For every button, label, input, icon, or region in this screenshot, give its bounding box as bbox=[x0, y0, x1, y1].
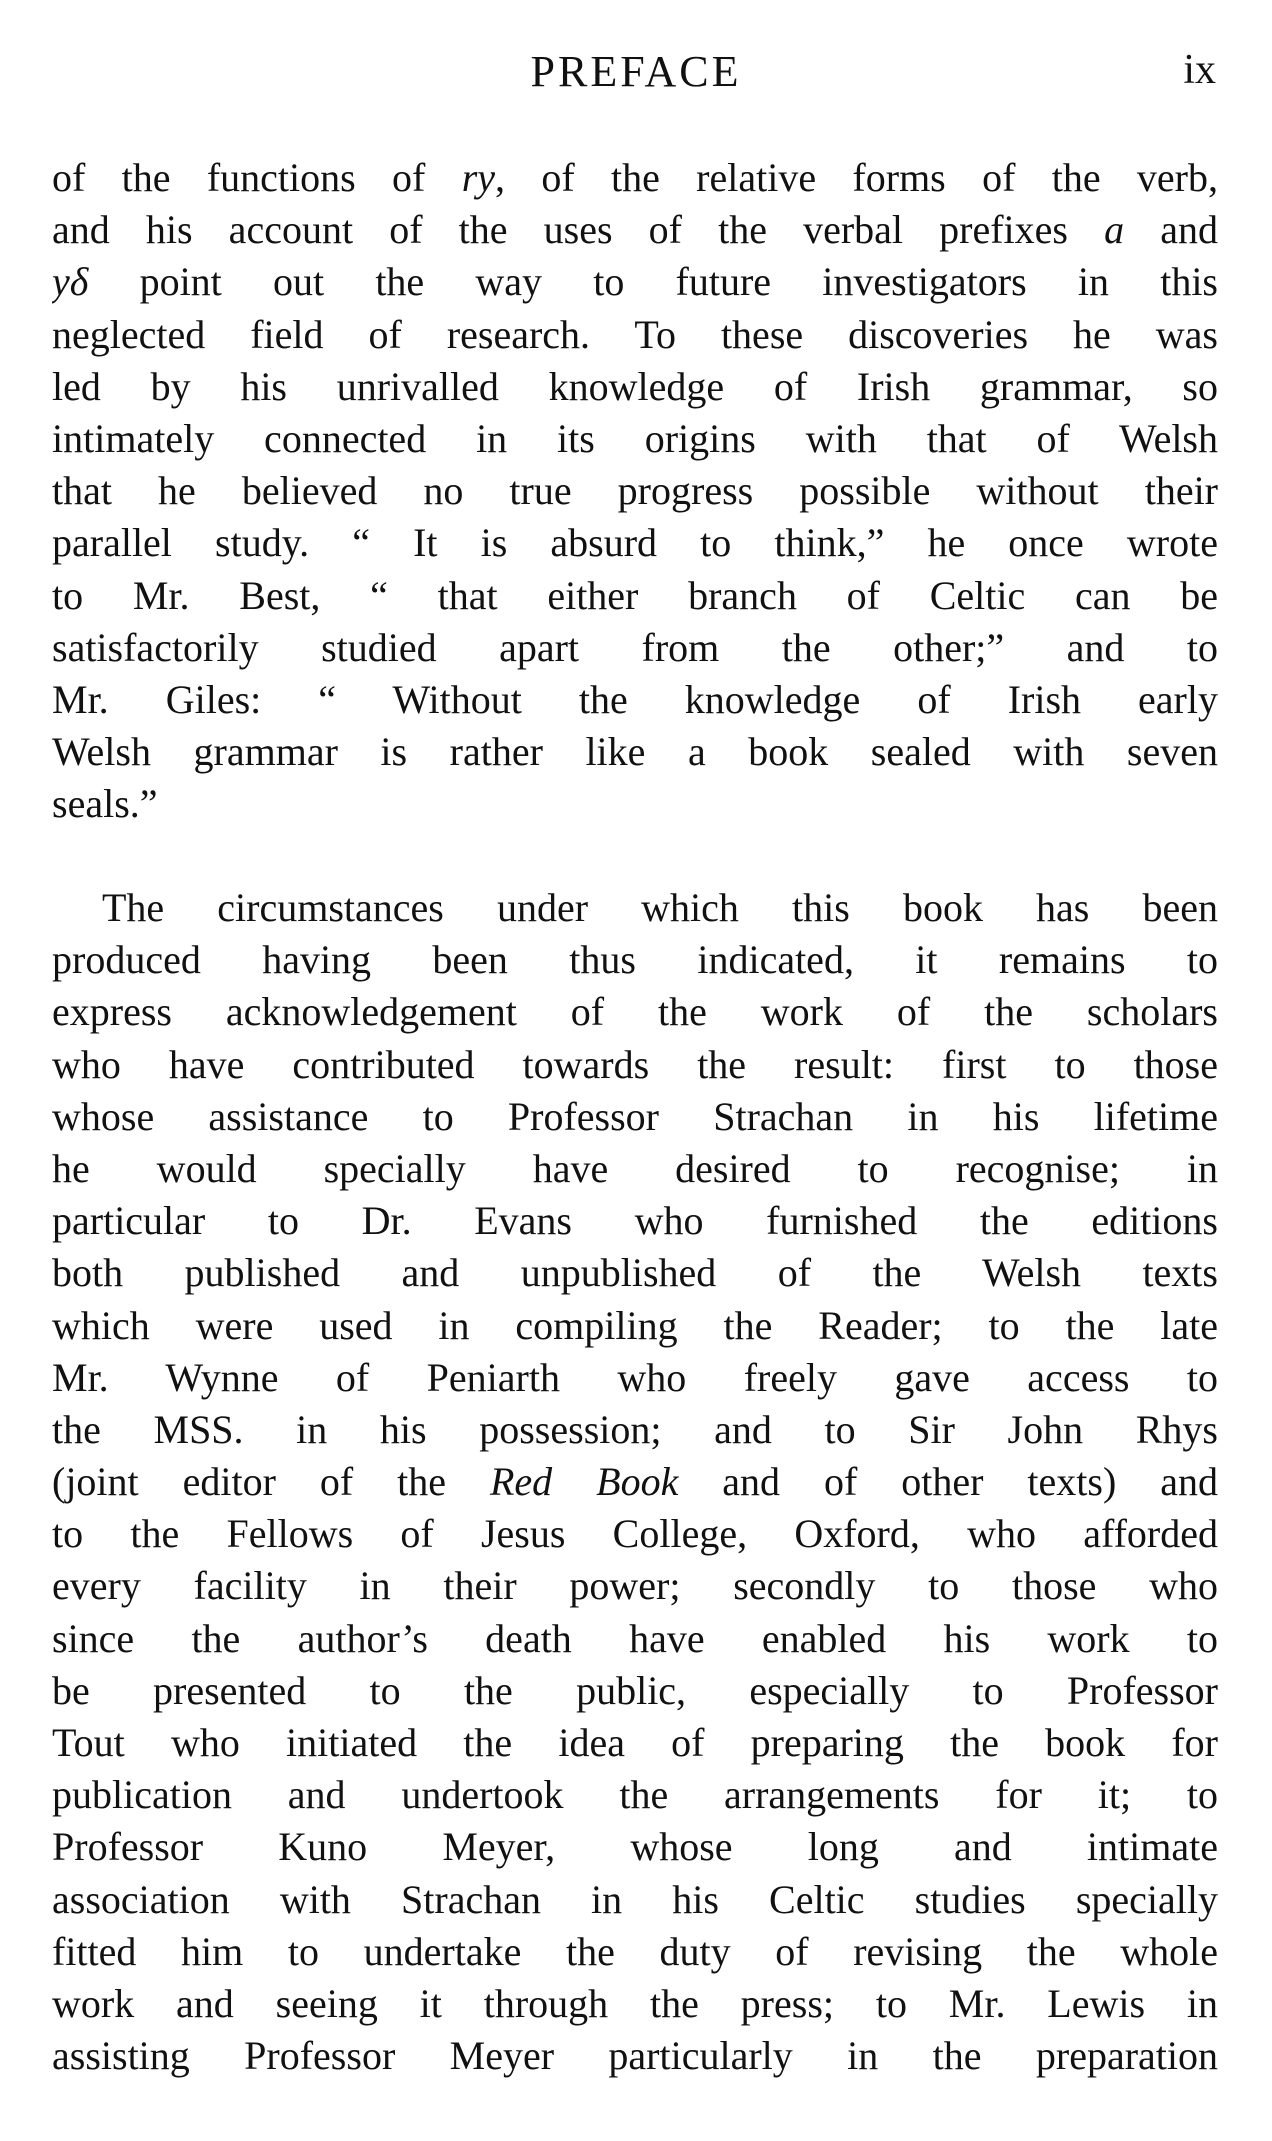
text-line: Welsh grammar is rather like a book sealed with seven bbox=[52, 729, 1218, 775]
running-head bbox=[0, 46, 1272, 106]
text-line: assisting Professor Meyer particularly in the preparation bbox=[52, 2033, 1218, 2079]
text-line: be presented to the public, especially to Professor bbox=[52, 1667, 1218, 1713]
paragraph-1 bbox=[52, 152, 1218, 830]
text-line: led by his unrivalled knowledge of Irish grammar, so bbox=[52, 363, 1218, 409]
text-line: yδ point out the way to future investigators in this bbox=[52, 259, 1218, 305]
text-line: whose assistance to Professor Strachan in his lifetime bbox=[52, 1093, 1218, 1139]
text-line: Mr. Wynne of Peniarth who freely gave access to bbox=[52, 1354, 1218, 1400]
text-line: both published and unpublished of the Welsh texts bbox=[52, 1250, 1218, 1296]
text-line: parallel study. “ It is absurd to think,” he once wrote bbox=[52, 520, 1218, 566]
text-line: satisfactorily studied apart from the other;” and to bbox=[52, 624, 1218, 670]
text-line: every facility in their power; secondly to those who bbox=[52, 1563, 1218, 1609]
text-line: seals.” bbox=[52, 781, 158, 827]
text-line: since the author’s death have enabled his work to bbox=[52, 1615, 1218, 1661]
text-line: produced having been thus indicated, it remains to bbox=[52, 937, 1218, 983]
text-line: to the Fellows of Jesus College, Oxford, who afforded bbox=[52, 1511, 1218, 1557]
text-line: the MSS. in his possession; and to Sir John Rhys bbox=[52, 1406, 1218, 1452]
text-line: neglected field of research. To these discoveries he was bbox=[52, 311, 1218, 357]
text-line: and his account of the uses of the verbal prefixes a and bbox=[52, 207, 1218, 253]
text-line: fitted him to undertake the duty of revising the whole bbox=[52, 1928, 1218, 1974]
page-title: PREFACE bbox=[530, 47, 742, 96]
text-line: association with Strachan in his Celtic studies specially bbox=[52, 1876, 1218, 1922]
text-line: who have contributed towards the result: first to those bbox=[52, 1041, 1218, 1087]
text-line: Tout who initiated the idea of preparing the book for bbox=[52, 1720, 1218, 1765]
text-line: express acknowledgement of the work of the scholars bbox=[52, 989, 1218, 1035]
text-line: Professor Kuno Meyer, whose long and intimate bbox=[52, 1824, 1218, 1870]
text-line: that he believed no true progress possible without their bbox=[52, 468, 1218, 514]
text-line: he would specially have desired to recognise; in bbox=[52, 1145, 1218, 1191]
paragraph-2 bbox=[52, 882, 1218, 2082]
text-line: particular to Dr. Evans who furnished the editions bbox=[52, 1198, 1218, 1244]
text-line: publication and undertook the arrangements for it; to bbox=[52, 1772, 1218, 1818]
text-line: work and seeing it through the press; to Mr. Lewis in bbox=[52, 1980, 1218, 2026]
text-line: The circumstances under which this book has been bbox=[102, 885, 1218, 930]
text-line: intimately connected in its origins with that of Welsh bbox=[52, 415, 1218, 461]
text-line: to Mr. Best, “ that either branch of Celtic can be bbox=[52, 572, 1218, 618]
text-line: Mr. Giles: “ Without the knowledge of Irish early bbox=[52, 676, 1218, 722]
text-line: of the functions of ry, of the relative forms of the verb, bbox=[52, 155, 1218, 200]
page-number: ix bbox=[1183, 47, 1216, 93]
text-line: which were used in compiling the Reader; to the late bbox=[52, 1302, 1218, 1348]
text-line: (joint editor of the Red Book and of other texts) and bbox=[52, 1459, 1218, 1505]
